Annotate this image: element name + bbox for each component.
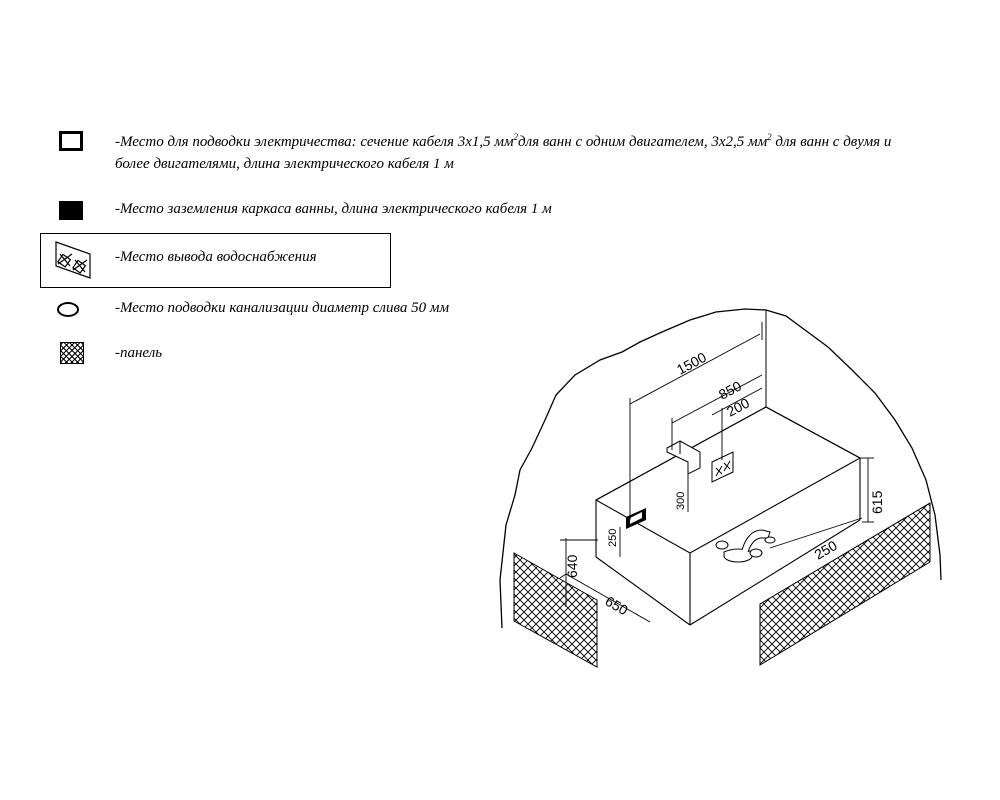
legend-grounding: -Место заземления каркаса ванны, длина электрического кабеля 1 м [115, 201, 552, 217]
dim-250-right: 250 [811, 537, 840, 563]
dim-850: 850 [715, 377, 745, 403]
electric-point-on-tub-icon [626, 508, 646, 529]
legend-electric-supply: -Место для подводки электричества: сечение кабеля 3х1,5 $мм^2для$ ванн с одним двигателем, 3х2,5 $мм^2$ для ванн с двумя и более двигателями, длина электрического кабеля 1 м [115, 132, 892, 172]
legend-water-outlet: -Место вывода водоснабжения [115, 249, 317, 265]
water-outlet-on-wall-icon [712, 452, 733, 482]
dim-200: 200 [723, 394, 753, 420]
dim-615: 615 [869, 490, 885, 514]
dim-650: 650 [602, 592, 631, 619]
faucet-icon [716, 530, 775, 562]
left-panel [514, 553, 597, 667]
legend-panel: -панель [115, 345, 163, 361]
dim-640: 640 [564, 554, 580, 578]
dim-250-left: 250 [607, 528, 619, 547]
dim-300: 300 [675, 491, 687, 510]
legend-drain: -Место подводки канализации диаметр слива 50 мм [115, 300, 450, 316]
dim-1500: 1500 [673, 348, 709, 378]
right-panel [760, 503, 930, 665]
